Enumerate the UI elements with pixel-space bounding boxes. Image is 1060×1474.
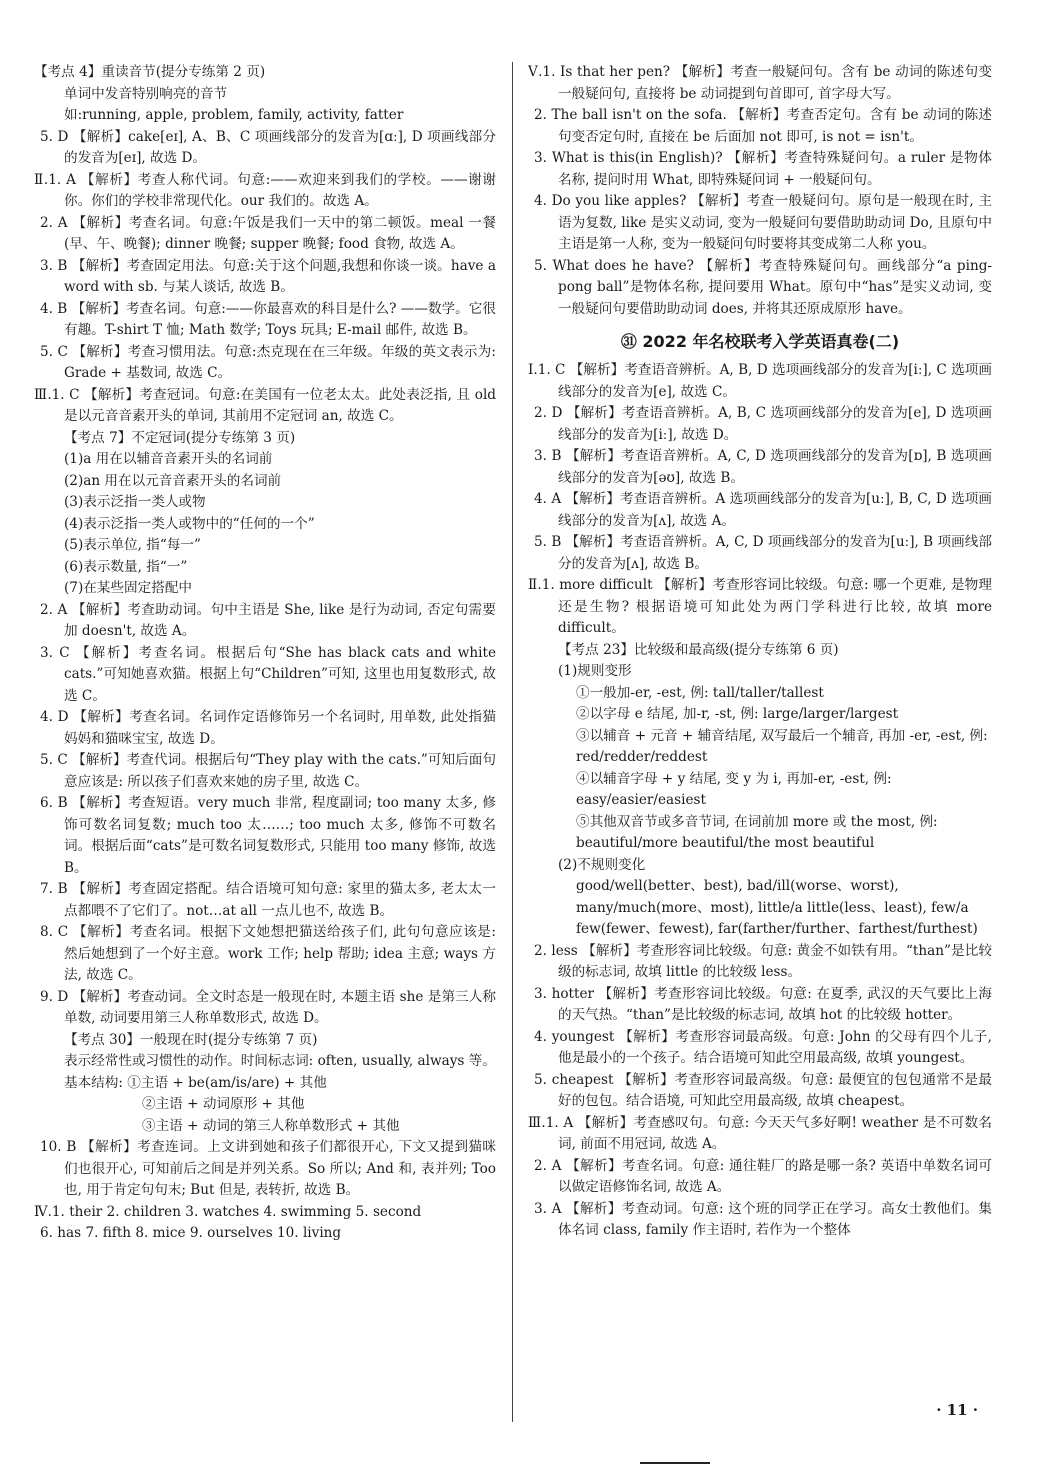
- answer-line: 2. D 【解析】考查语音辨析。A, B, C 选项画线部分的发音为[e], D 选项画线部分的发音为[iː], 故选 D。: [534, 405, 992, 443]
- answer-line: 如:running, apple, problem, family, activity, fatter: [64, 107, 404, 123]
- answer-line: 3. B 【解析】考查固定用法。句意:关于这个问题,我想和你谈一谈。have a word with sb. 与某人谈话, 故选 B。: [40, 257, 496, 295]
- answer-line: 【考点 7】不定冠词(提分专练第 3 页): [64, 429, 296, 446]
- answer-line: good/well(better、best), bad/ill(worse、worst), many/much(more、most), little/a little(less、least), few/a few(fewer、fewest), far(farther/further、farthest/furthest): [576, 878, 978, 937]
- answer-line: 2. A 【解析】考查名词。句意:午饭是我们一天中的第二顿饭。meal 一餐(早、午、晚餐); dinner 晚餐; supper 晚餐; food 食物, 故选 A。: [40, 214, 496, 252]
- answer-line: 8. C 【解析】考查名词。根据下文她想把猫送给孩子们, 此句句意应该是: 然后她想到了一个好主意。work 工作; help 帮助; idea 主意; ways 方法, 故选 C。: [40, 924, 496, 983]
- answer-line: (5)表示单位, 指“每一”: [64, 537, 201, 553]
- answer-line: 2. The ball isn't on the sofa. 【解析】考查否定句。含有 be 动词的陈述句变否定句时, 直接在 be 后面加 not 即可, is not = isn't。: [534, 107, 992, 145]
- answer-line: ②主语 + 动词原形 + 其他: [142, 1096, 305, 1112]
- answer-line: 4. youngest 【解析】考查形容词最高级。句意: John 的父母有四个儿子, 他是最小的一个孩子。结合语境可知此空用最高级, 故填 youngest。: [534, 1028, 992, 1066]
- answer-line: ③主语 + 动词的第三人称单数形式 + 其他: [142, 1117, 400, 1134]
- answer-line: 4. A 【解析】考查语音辨析。A 选项画线部分的发音为[uː], B, C, D 选项画线部分的发音为[ʌ], 故选 A。: [534, 491, 992, 529]
- left-column: [34, 62, 496, 1245]
- answer-line: (2)不规则变化: [558, 856, 646, 873]
- answer-line: 【考点 23】比较级和最高级(提分专练第 6 页): [558, 641, 839, 658]
- answer-line: (1)a 用在以辅音音素开头的名词前: [64, 451, 273, 467]
- answer-line: Ⅱ.1. more difficult 【解析】考查形容词比较级。句意: 哪一个更难, 是物理还是生物? 根据语境可知此处为两门学科进行比较, 故填 more difficult。: [528, 577, 992, 636]
- answer-line: 表示经常性或习惯性的动作。时间标志词: often, usually, always 等。: [64, 1053, 496, 1069]
- section-heading: ㉛ 2022 年名校联考入学英语真卷(二): [620, 332, 900, 351]
- answer-line: 9. D 【解析】考查动词。全文时态是一般现在时, 本题主语 she 是第三人称单数, 动词要用第三人称单数形式, 故选 D。: [40, 988, 496, 1026]
- answer-line: Ⅱ.1. A 【解析】考查人称代词。句意:——欢迎来到我们的学校。——谢谢你。你们的学校非常现代化。our 我们的。故选 A。: [34, 171, 496, 209]
- answer-line: 【考点 4】重读音节(提分专练第 2 页): [34, 64, 266, 80]
- answer-line: 5. C 【解析】考查代词。根据后句“They play with the cats.”可知后面句意应该是: 所以孩子们喜欢来她的房子里, 故选 C。: [40, 752, 496, 790]
- answer-line: 单词中发音特别响亮的音节: [64, 85, 228, 102]
- answer-line: 4. B 【解析】考查名词。句意:——你最喜欢的科目是什么? ——数学。它很有趣。T-shirt T 恤; Math 数学; Toys 玩具; E-mail 邮件, 故选 B。: [40, 300, 496, 338]
- answer-line: ④以辅音字母 + y 结尾, 变 y 为 i, 再加-er, -est, 例: easy/easier/easiest: [576, 770, 892, 808]
- answer-line: ①一般加-er, -est, 例: tall/taller/tallest: [576, 684, 824, 701]
- answer-line: 5. D 【解析】cake[eɪ], A、B、C 项画线部分的发音为[ɑː], D 项画线部分的发音为[eɪ], 故选 D。: [40, 128, 496, 166]
- bottom-rule: [640, 1462, 710, 1464]
- answer-line: (2)an 用在以元音音素开头的名词前: [64, 472, 282, 489]
- answer-line: (1)规则变形: [558, 663, 632, 679]
- answer-line: Ⅳ.1. their 2. children 3. watches 4. swimming 5. second: [34, 1203, 422, 1220]
- answer-line: 6. B 【解析】考查短语。very much 非常, 程度副词; too many 太多, 修饰可数名词复数; much too 太……; too much 太多, 修饰不可数名词。根据后面“cats”是可数名词复数形式, 只能用 too many 修饰, 故选 B。: [40, 795, 496, 876]
- right-column: [528, 62, 992, 1242]
- answer-line: 5. B 【解析】考查语音辨析。A, C, D 项画线部分的发音为[uː], B 项画线部分的发音为[ʌ], 故选 B。: [534, 534, 992, 572]
- answer-line: ③以辅音 + 元音 + 辅音结尾, 双写最后一个辅音, 再加 -er, -est, 例: red/redder/reddest: [576, 727, 988, 765]
- answer-line: ②以字母 e 结尾, 加-r, -st, 例: large/larger/largest: [576, 706, 899, 722]
- answer-line: 2. A 【解析】考查名词。句意: 通往鞋厂的路是哪一条? 英语中单数名词可以做定语修饰名词, 故选 A。: [534, 1157, 992, 1195]
- answer-line: Ⅲ.1. A 【解析】考查感叹句。句意: 今天天气多好啊! weather 是不可数名词, 前面不用冠词, 故选 A。: [528, 1114, 992, 1152]
- answer-line: 2. A 【解析】考查助动词。句中主语是 She, like 是行为动词, 否定句需要加 doesn't, 故选 A。: [40, 601, 496, 639]
- answer-line: 3. What is this(in English)? 【解析】考查特殊疑问句。a ruler 是物体名称, 提问时用 What, 即特殊疑问词 + 一般疑问句。: [534, 150, 992, 188]
- answer-line: 5. What does he have? 【解析】考查特殊疑问句。画线部分“a ping-pong ball”是物体名称, 提问要用 What。原句中“has”是实义动词, 变一般疑问句要借助助动词 does, 并将其还原成原形 have。: [534, 257, 992, 317]
- answer-line: 基本结构: ①主语 + be(am/is/are) + 其他: [64, 1074, 327, 1091]
- answer-line: 3. B 【解析】考查语音辨析。A, C, D 选项画线部分的发音为[ɒ], B 选项画线部分的发音为[əʊ], 故选 B。: [534, 448, 992, 486]
- answer-line: Ⅰ.1. C 【解析】考查语音辨析。A, B, D 选项画线部分的发音为[iː], C 选项画线部分的发音为[e], 故选 C。: [528, 362, 992, 400]
- answer-line: (7)在某些固定搭配中: [64, 580, 193, 596]
- answer-line: 5. C 【解析】考查习惯用法。句意:杰克现在在三年级。年级的英文表示为: Grade + 基数词, 故选 C。: [40, 343, 496, 381]
- answer-line: (4)表示泛指一类人或物中的“任何的一个”: [64, 515, 315, 532]
- column-divider: [512, 62, 513, 1422]
- answer-line: 3. hotter 【解析】考查形容词比较级。句意: 在夏季, 武汉的天气要比上海的天气热。“than”是比较级的标志词, 故填 hot 的比较级 hotter。: [534, 985, 992, 1023]
- answer-line: 6. has 7. fifth 8. mice 9. ourselves 10. living: [40, 1225, 342, 1241]
- answer-line: (6)表示数量, 指“一”: [64, 558, 188, 575]
- answer-line: 2. less 【解析】考查形容词比较级。句意: 黄金不如铁有用。“than”是比较级的标志词, 故填 little 的比较级 less。: [534, 942, 992, 980]
- answer-line: Ⅴ.1. Is that her pen? 【解析】考查一般疑问句。含有 be 动词的陈述句变一般疑问句, 直接将 be 动词提到句首即可, 首字母大写。: [528, 64, 992, 102]
- page-number: · 11 ·: [936, 1401, 978, 1419]
- answer-line: 4. D 【解析】考查名词。名词作定语修饰另一个名词时, 用单数, 此处指猫妈妈和猫咪宝宝, 故选 D。: [40, 709, 496, 747]
- answer-line: 4. Do you like apples? 【解析】考查一般疑问句。原句是一般现在时, 主语为复数, like 是实义动词, 变为一般疑问句要借助助动词 Do, 且原句中主语是第一人称, 变为一般疑问句时要将其变成第二人称 you。: [534, 193, 992, 252]
- answer-line: 3. A 【解析】考查动词。句意: 这个班的同学正在学习。高女士教他们。集体名词 class, family 作主语时, 若作为一个整体: [534, 1200, 992, 1238]
- answer-line: 10. B 【解析】考查连词。上文讲到她和孩子们都很开心, 下文又提到猫咪们也很开心, 可知前后之间是并列关系。So 所以; And 和, 表并列; Too 也, 用于肯定句句末; But 但是, 表转折, 故选 B。: [40, 1139, 496, 1198]
- answer-line: 7. B 【解析】考查固定搭配。结合语境可知句意: 家里的猫太多, 老太太一点都喂不了它们了。not…at all 一点儿也不, 故选 B。: [40, 881, 496, 919]
- answer-line: Ⅲ.1. C 【解析】考查冠词。句意:在美国有一位老太太。此处表泛指, 且 old 是以元音音素开头的单词, 其前用不定冠词 an, 故选 C。: [34, 386, 496, 424]
- answer-line: 5. cheapest 【解析】考查形容词最高级。句意: 最便宜的包包通常不是最好的包包。结合语境, 可知此空用最高级, 故填 cheapest。: [534, 1071, 992, 1109]
- answer-line: ⑤其他双音节或多音节词, 在词前加 more 或 the most, 例: beautiful/more beautiful/the most beautiful: [576, 813, 938, 851]
- answer-line: 3. C 【解析】考查名词。根据后句“She has black cats and white cats.”可知她喜欢猫。根据上句“Children”可知, 这里也用复数形式, 故选 C。: [40, 644, 496, 704]
- answer-line: (3)表示泛指一类人或物: [64, 494, 206, 510]
- answer-line: 【考点 30】一般现在时(提分专练第 7 页): [64, 1031, 318, 1048]
